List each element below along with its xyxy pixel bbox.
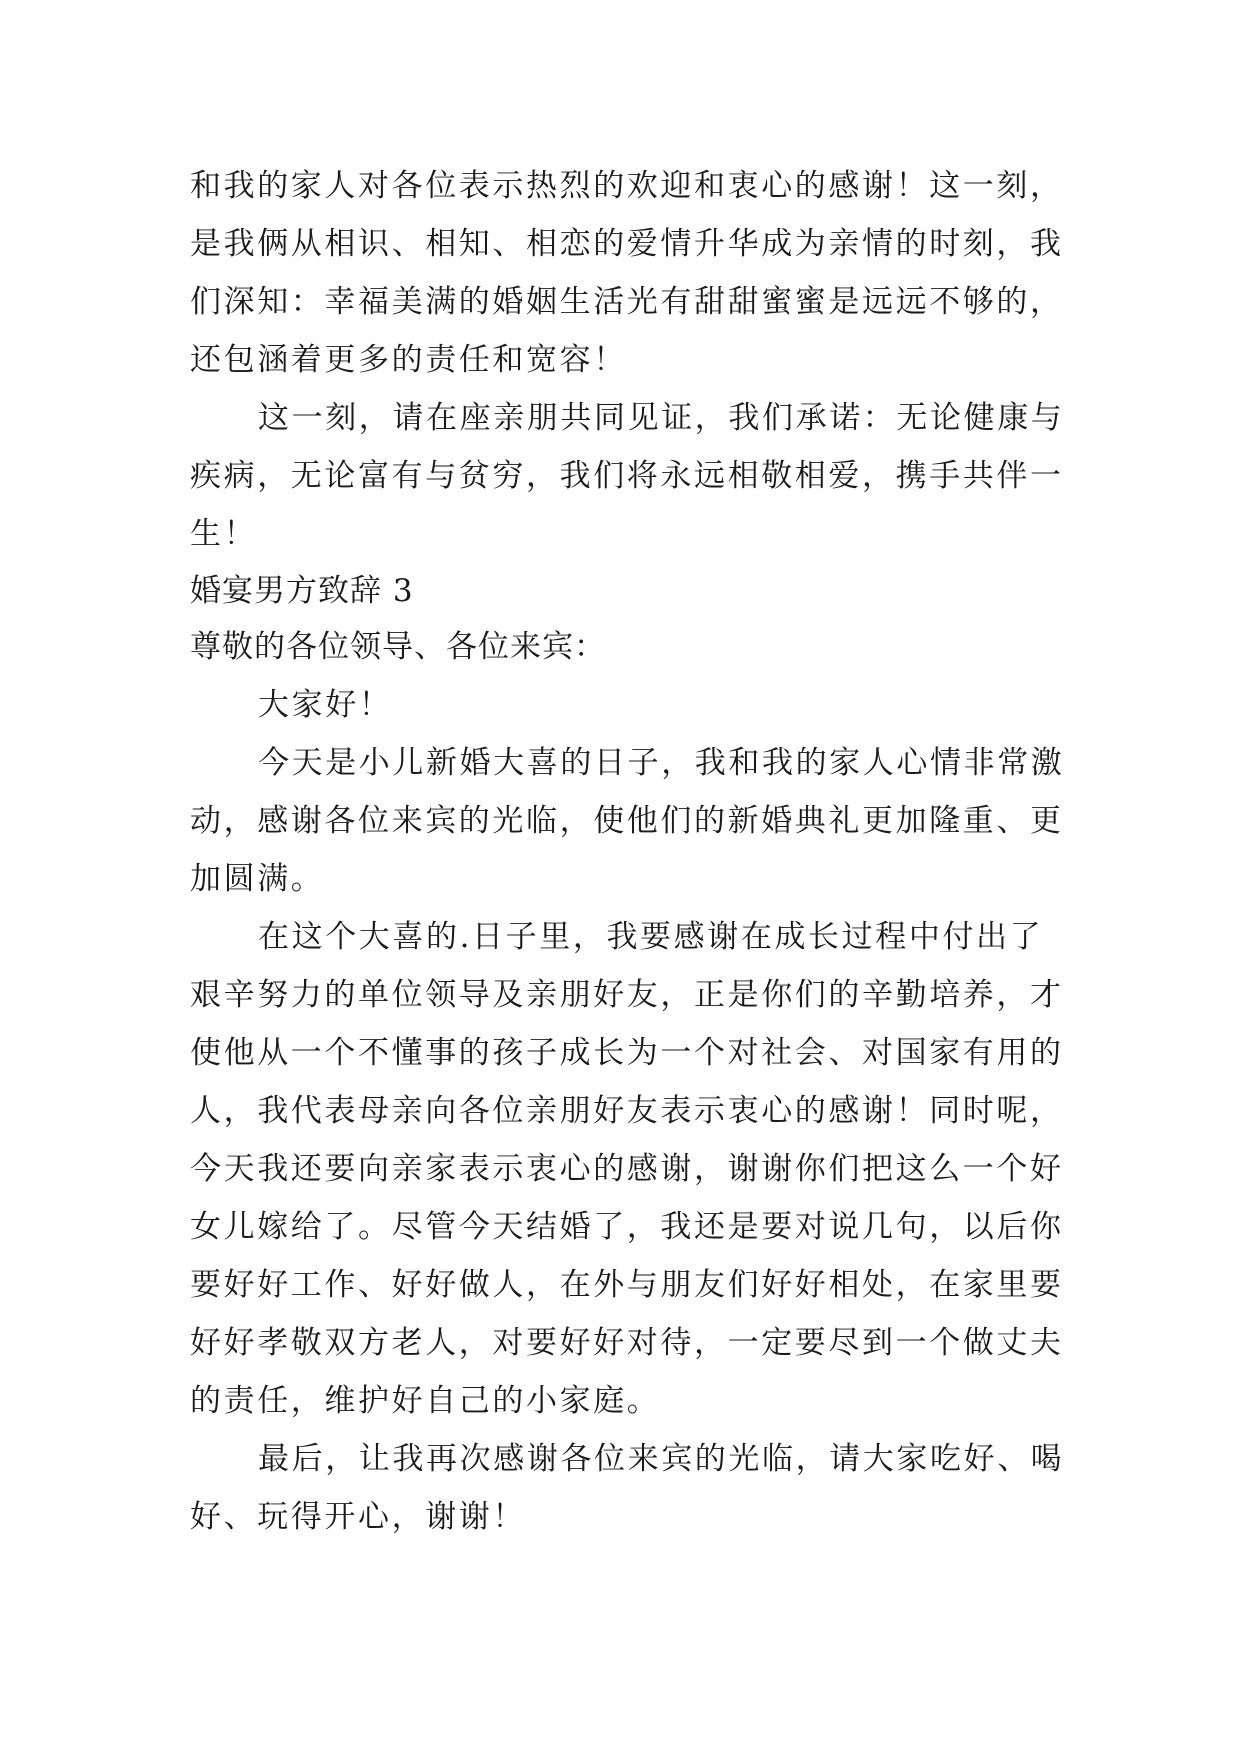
text-line: 加圆满。 xyxy=(190,861,325,897)
text-line: 的责任，维护好自己的小家庭。 xyxy=(190,1383,661,1419)
text-line: 疾病，无论富有与贫穷，我们将永远相敬相爱，携手共伴一 xyxy=(190,458,1064,494)
text-line: 在这个大喜的.日子里，我要感谢在成长过程中付出了 xyxy=(258,919,1044,955)
text-line: 好好孝敬双方老人，对要好好对待，一定要尽到一个做丈夫 xyxy=(190,1325,1064,1361)
text-line: 好、玩得开心，谢谢！ xyxy=(190,1499,526,1535)
text-line: 和我的家人对各位表示热烈的欢迎和衷心的感谢！这一刻， xyxy=(190,168,1064,204)
text-line: 女儿嫁给了。尽管今天结婚了，我还是要对说几句，以后你 xyxy=(190,1209,1064,1245)
text-line: 是我俩从相识、相知、相恋的爱情升华成为亲情的时刻，我 xyxy=(190,226,1064,262)
text-line: 动，感谢各位来宾的光临，使他们的新婚典礼更加隆重、更 xyxy=(190,803,1064,839)
text-line: 要好好工作、好好做人，在外与朋友们好好相处，在家里要 xyxy=(190,1267,1064,1303)
salutation: 尊敬的各位领导、各位来宾： xyxy=(190,629,606,665)
text-line: 今天我还要向亲家表示衷心的感谢，谢谢你们把这么一个好 xyxy=(190,1151,1064,1187)
text-line: 今天是小儿新婚大喜的日子，我和我的家人心情非常激 xyxy=(258,745,1065,781)
text-line: 还包涵着更多的责任和宽容！ xyxy=(190,342,627,378)
text-line: 人，我代表母亲向各位亲朋好友表示衷心的感谢！同时呢， xyxy=(190,1093,1064,1129)
greeting: 大家好！ xyxy=(258,687,393,723)
text-line: 艰辛努力的单位领导及亲朋好友，正是你们的辛勤培养，才 xyxy=(190,977,1064,1013)
text-line: 们深知：幸福美满的婚姻生活光有甜甜蜜蜜是远远不够的， xyxy=(190,284,1064,320)
text-line: 这一刻，请在座亲朋共同见证，我们承诺：无论健康与 xyxy=(258,400,1065,436)
text-line: 使他从一个不懂事的孩子成长为一个对社会、对国家有用的 xyxy=(190,1035,1064,1071)
text-line: 生！ xyxy=(190,516,258,552)
text-line: 最后，让我再次感谢各位来宾的光临，请大家吃好、喝 xyxy=(258,1441,1065,1477)
section-heading: 婚宴男方致辞 3 xyxy=(190,573,414,609)
